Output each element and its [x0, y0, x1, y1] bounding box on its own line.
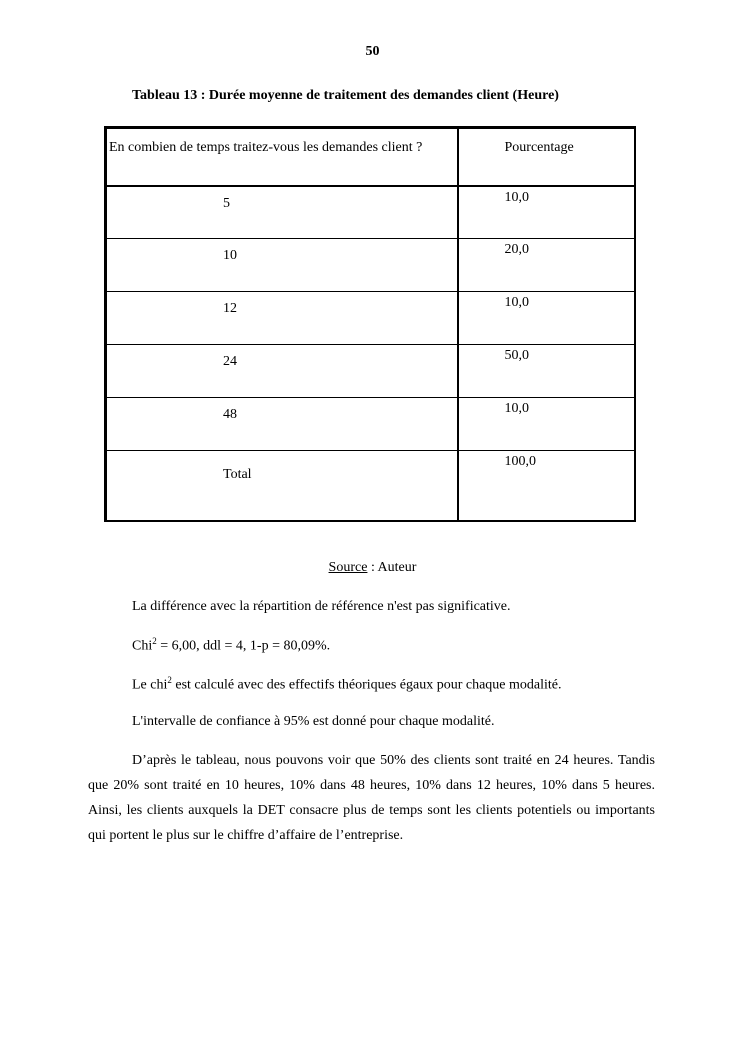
table-row: [106, 292, 636, 345]
stat-significance: La différence avec la répartition de référence n'est pas significative.: [132, 599, 511, 614]
chi2-text: est calculé avec des effectifs théoriques égaux pour chaque modalité.: [171, 677, 562, 693]
duration-table: [104, 126, 636, 522]
table-total-row: [106, 451, 636, 521]
table-row: [106, 398, 636, 451]
chi2-prefix: Le chi: [132, 677, 168, 693]
duration-cell: 5: [106, 186, 458, 239]
table-row: [106, 239, 636, 292]
duration-cell: 12: [106, 292, 458, 345]
duration-cell: 10: [106, 239, 458, 292]
stat-chi-method: [132, 675, 562, 694]
stat-confidence-interval: L'intervalle de confiance à 95% est donné pour chaque modalité.: [132, 714, 495, 729]
source-line: [0, 560, 745, 576]
duration-cell: 24: [106, 345, 458, 398]
percent-cell: 10,0: [458, 398, 636, 451]
percent-cell: 20,0: [458, 239, 636, 292]
percent-cell: 50,0: [458, 345, 636, 398]
chi-values: = 6,00, ddl = 4, 1-p = 80,09%.: [156, 638, 331, 654]
header-percentage: Pourcentage: [458, 128, 636, 186]
chi-superscript: 2: [152, 636, 157, 646]
duration-cell: 48: [106, 398, 458, 451]
analysis-paragraph: D’après le tableau, nous pouvons voir que 50% des clients sont traité en 24 heures. Tandis que 20% sont traité en 10 heures, 10% dans 48 heures, 10% dans 12 heures, 10% dans 5 heures. Ainsi, les clients auxquels la DET consacre plus de temps sont les clients potentiels ou importants qui portent le plus sur le chiffre d’affaire de l’entreprise.: [88, 753, 655, 843]
table-row: [106, 345, 636, 398]
table-title: Tableau 13 : Durée moyenne de traitement des demandes client (Heure): [132, 88, 559, 103]
chi2-superscript: 2: [167, 675, 172, 685]
table-header-row: [106, 128, 636, 186]
source-label: Source: [328, 560, 368, 575]
source-author: : Auteur: [367, 560, 417, 575]
total-label-cell: Total: [106, 451, 458, 521]
percent-cell: 10,0: [458, 292, 636, 345]
table-row: [106, 186, 636, 239]
percent-cell: 10,0: [458, 186, 636, 239]
chi-prefix: Chi: [132, 638, 153, 654]
total-percent-cell: 100,0: [458, 451, 636, 521]
stat-chi-square: [132, 636, 330, 655]
header-question: En combien de temps traitez-vous les demandes client ?: [106, 128, 458, 186]
page-number: 50: [365, 44, 380, 59]
